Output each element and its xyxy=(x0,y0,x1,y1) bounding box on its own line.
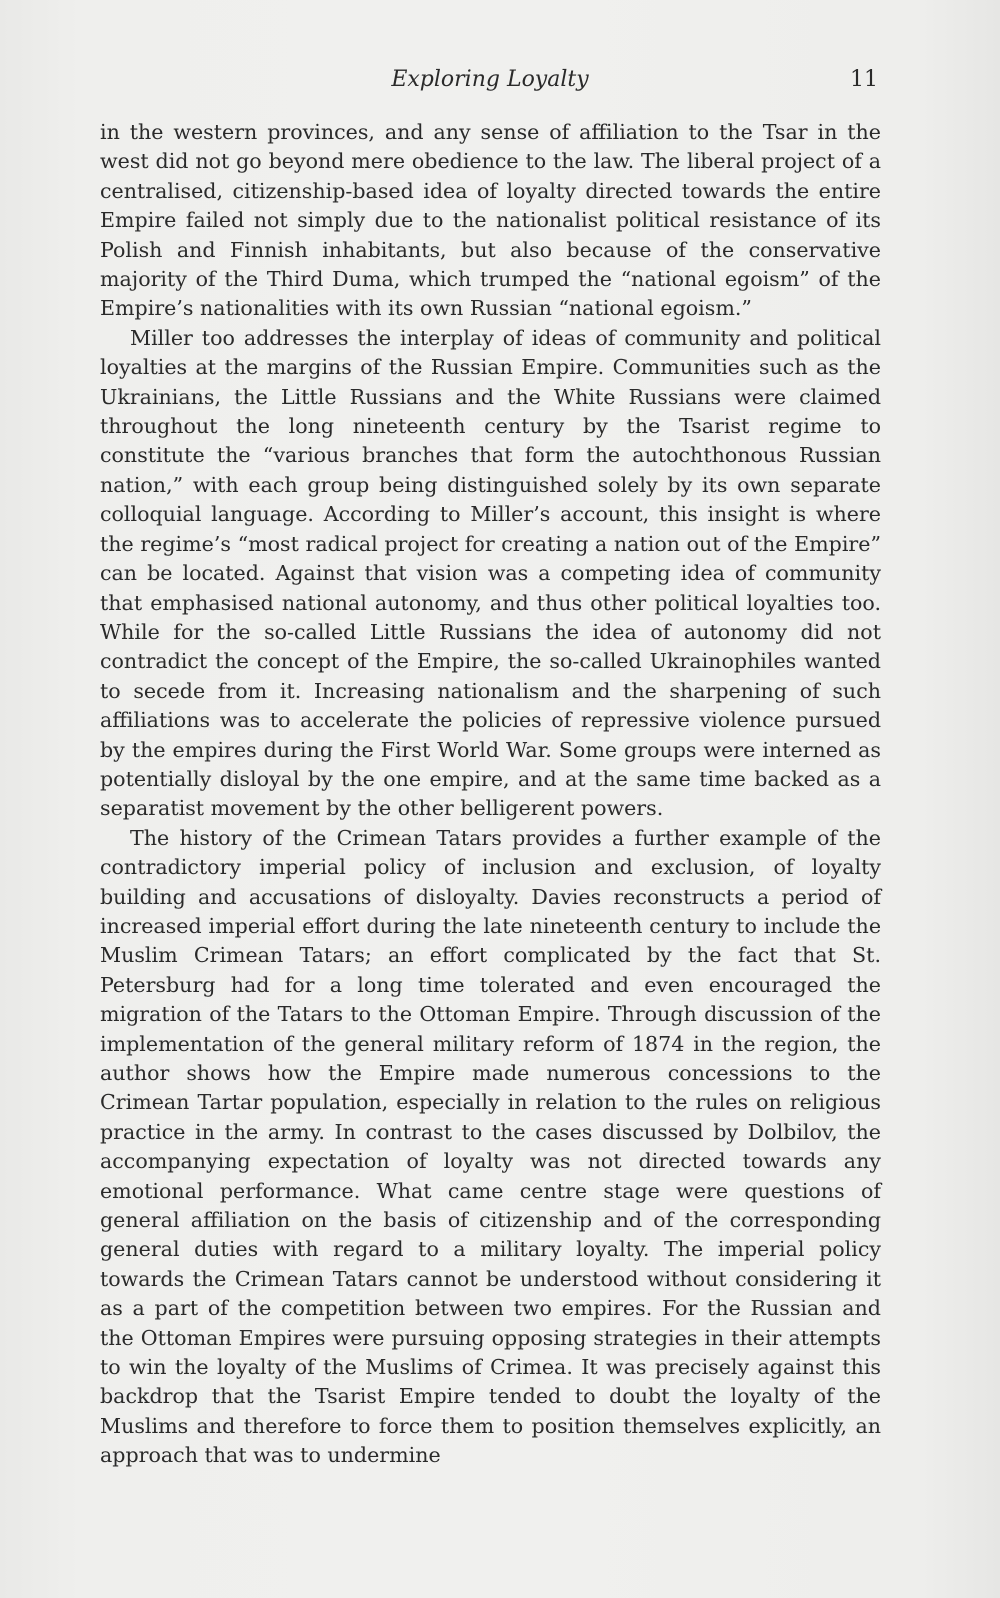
paragraph-western-provinces: in the western provinces, and any sense of affiliation to the Tsar in the west did not go beyond mere obedience to the law. The liberal project of a centralised, citizenship-based idea of loyalty directed towards the entire Empire failed not simply due to the nationalist political resistance of its Polish and Finnish inhabitants, but also because of the conservative majority of the Third Duma, which trumped the “national egoism” of the Empire’s nationalities with its own Russian “national egoism.” xyxy=(100,120,881,321)
paragraph-miller: Miller too addresses the interplay of ideas of community and political loyalties at the margins of the Russian Empire. Communities such as the Ukrainians, the Little Russians and the White Russians were claimed throughout the long nineteenth century by the Tsarist regime to constitute the “various branches that form the autochthonous Russian nation,” with each group being distinguished solely by its own separate colloquial language. According to Miller’s account, this insight is where the regime’s “most radical project for creating a nation out of the Empire” can be located. Against that vision was a competing idea of community that emphasised national autonomy, and thus other political loyalties too. While for the so-called Little Russians the idea of autonomy did not contradict the concept of the Empire, the so-called Ukrainophiles wanted to secede from it. Increasing nationalism and the sharpening of such affiliations was to accelerate the policies of repressive violence pursued by the empires during the First World War. Some groups were interned as potentially disloyal by the one empire, and at the same time backed as a separatist movement by the other belligerent powers. xyxy=(100,325,881,821)
running-title: Exploring Loyalty xyxy=(391,67,589,92)
paragraph-crimean-tatars: The history of the Crimean Tatars provides a further example of the contradictory imperial policy of inclusion and exclusion, of loyalty building and accusations of disloyalty. Davies reconstructs a period of increased imperial effort during the late nineteenth century to include the Muslim Crimean Tatars; an effort complicated by the fact that St. Petersburg had for a long time tolerated and even encouraged the migration of the Tatars to the Ottoman Empire. Through discussion of the implementation of the general military reform of 1874 in the region, the author shows how the Empire made numerous concessions to the Crimean Tartar population, especially in relation to the rules on religious practice in the army. In contrast to the cases discussed by Dolbilov, the accompanying expectation of loyalty was not directed towards any emotional performance. What came centre stage were questions of general affiliation on the basis of citizenship and of the corresponding general duties with regard to a military loyalty. The imperial policy towards the Crimean Tatars cannot be understood without considering it as a part of the competition between two empires. For the Russian and the Ottoman Empires were pursuing opposing strategies in their attempts to win the loyalty of the Muslims of Crimea. It was precisely against this backdrop that the Tsarist Empire tended to doubt the loyalty of the Muslims and therefore to force them to position themselves explicitly, an approach that was to undermine xyxy=(100,825,881,1468)
running-head xyxy=(100,62,880,98)
body-text xyxy=(100,118,881,1471)
page-number: 11 xyxy=(850,67,878,92)
